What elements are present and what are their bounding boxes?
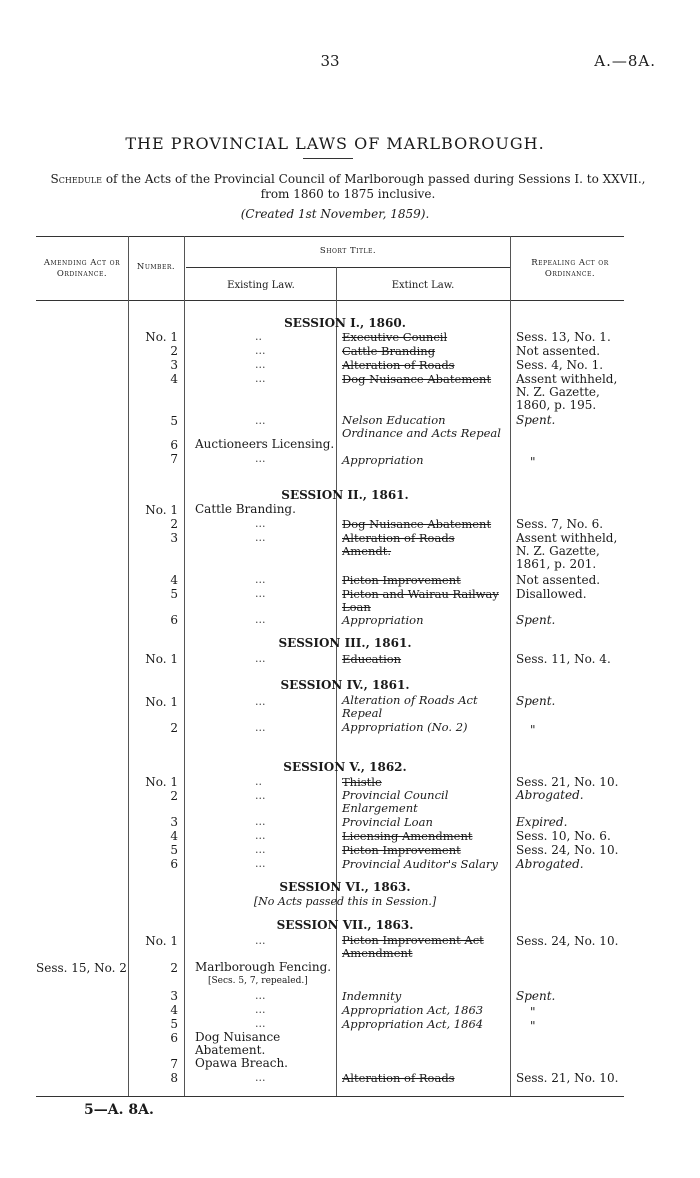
existing-law-header: Existing Law. xyxy=(227,280,295,291)
repealing-act: Spent. xyxy=(516,613,556,627)
extinct-law: Nelson Education Ordinance and Acts Repeal xyxy=(342,413,501,440)
row-number: 4 xyxy=(170,829,178,843)
session-note: [No Acts passed this in Session.] xyxy=(253,895,437,908)
existing-law: Auctioneers Licensing. xyxy=(195,437,335,451)
row-number: No. 1 xyxy=(145,775,178,789)
created-date: (Created 1st November, 1859). xyxy=(240,207,430,221)
row-number: 6 xyxy=(170,857,178,871)
repealing-act: Expired. xyxy=(516,815,568,829)
extinct-law: Education xyxy=(342,652,402,666)
extinct-law: Picton Improvement Act Amendment xyxy=(342,933,484,960)
ditto-dots: ... xyxy=(255,613,266,626)
extinct-law: Licensing Amendment xyxy=(342,829,473,843)
ditto-dots: ... xyxy=(255,1071,266,1084)
extinct-law: Appropriation Act, 1864 xyxy=(342,1017,484,1031)
extinct-law: Cattle Branding xyxy=(342,344,436,358)
row-number: No. 1 xyxy=(145,695,178,709)
row-number: No. 1 xyxy=(145,330,178,344)
ditto-dots: ... xyxy=(255,452,266,465)
page-title: THE PROVINCIAL LAWS OF MARLBOROUGH. xyxy=(125,134,545,153)
extinct-law: Appropriation xyxy=(342,613,424,627)
session-heading: SESSION I., 1860. xyxy=(284,316,406,330)
repealing-header: Repealing Act or Ordinance. xyxy=(531,258,609,279)
short-title-header: Short Title. xyxy=(319,246,377,256)
row-number: 6 xyxy=(170,1031,178,1045)
repealing-act: Spent. xyxy=(516,989,556,1003)
extinct-law: Picton Improvement xyxy=(342,573,461,587)
row-number: 3 xyxy=(170,989,178,1003)
repealing-act: Not assented. xyxy=(516,344,601,358)
footer-signature: 5—A. 8A. xyxy=(84,1102,154,1118)
ditto-dots: ... xyxy=(255,857,266,870)
session-heading: SESSION IV., 1861. xyxy=(280,678,410,692)
repealing-act: Abrogated. xyxy=(516,857,584,871)
title-rule xyxy=(303,158,353,159)
ditto-dots: ... xyxy=(255,843,266,856)
row-number: 3 xyxy=(170,531,178,545)
repealing-act: Sess. 21, No. 10. xyxy=(516,1071,619,1085)
row-number: 2 xyxy=(170,721,178,735)
session-heading: SESSION VII., 1863. xyxy=(276,918,414,932)
repealing-act: Sess. 7, No. 6. xyxy=(516,517,604,531)
session-heading: SESSION VI., 1863. xyxy=(279,880,411,894)
ditto-dots: ... xyxy=(255,587,266,600)
ditto-mark: " xyxy=(530,1005,536,1019)
row-number: 4 xyxy=(170,573,178,587)
session-heading: SESSION II., 1861. xyxy=(281,488,409,502)
schedule-lead: Schedule xyxy=(50,172,102,186)
session-heading: SESSION III., 1861. xyxy=(278,636,412,650)
repealing-act: Assent withheld, N. Z. Gazette, 1861, p. 201. xyxy=(516,531,618,571)
ditto-dots: ... xyxy=(255,721,266,734)
ditto-dots: ... xyxy=(255,934,266,947)
repealing-act: Sess. 11, No. 4. xyxy=(516,652,611,666)
repealing-act: Sess. 24, No. 10. xyxy=(516,843,619,857)
ditto-dots: ... xyxy=(255,829,266,842)
extinct-law: Alteration of Roads Amendt. xyxy=(342,531,455,558)
row-number: 5 xyxy=(170,414,178,428)
ditto-dots: ... xyxy=(255,344,266,357)
extinct-law: Provincial Loan xyxy=(342,815,433,829)
schedule-intro xyxy=(36,172,660,202)
ditto-mark: " xyxy=(530,723,536,737)
row-number: 4 xyxy=(170,372,178,386)
short-title-rule xyxy=(186,267,510,268)
existing-law-note: [Secs. 5, 7, repealed.] xyxy=(208,976,308,986)
ditto-dots: ... xyxy=(255,517,266,530)
row-number: 6 xyxy=(170,438,178,452)
page-number: 33 xyxy=(320,52,340,70)
ditto-dots: ... xyxy=(255,695,266,708)
row-number: 7 xyxy=(170,452,178,466)
row-number: 3 xyxy=(170,815,178,829)
table-bottom-rule xyxy=(36,1096,624,1097)
repealing-act: Abrogated. xyxy=(516,788,584,802)
ditto-dots: ... xyxy=(255,573,266,586)
ditto-dots: ... xyxy=(255,372,266,385)
repealing-act: Sess. 21, No. 10. xyxy=(516,775,619,789)
col-divider-2 xyxy=(184,236,185,1096)
header-bottom-rule xyxy=(36,300,624,301)
col-divider-1 xyxy=(128,236,129,1096)
extinct-law: Thistle xyxy=(342,775,382,789)
row-number: 2 xyxy=(170,344,178,358)
repealing-act: Sess. 10, No. 6. xyxy=(516,829,611,843)
ditto-dots: ... xyxy=(255,815,266,828)
table-top-rule xyxy=(36,236,624,237)
ditto-dots: ... xyxy=(255,531,266,544)
ditto-dots: ... xyxy=(255,1017,266,1030)
amending-header: Amending Act or Ordinance. xyxy=(43,258,121,279)
ditto-mark: " xyxy=(530,1019,536,1033)
existing-law: Dog Nuisance Abatement. xyxy=(195,1030,281,1057)
ditto-dots: ... xyxy=(255,414,266,427)
number-header: Number. xyxy=(136,262,176,272)
extinct-law: Executive Council xyxy=(342,330,448,344)
row-number: 3 xyxy=(170,358,178,372)
document-reference: A.—8A. xyxy=(594,52,656,70)
extinct-law: Alteration of Roads xyxy=(342,1071,455,1085)
extinct-law-header: Extinct Law. xyxy=(391,280,455,291)
row-number: 6 xyxy=(170,613,178,627)
extinct-law: Appropriation Act, 1863 xyxy=(342,1003,484,1017)
ditto-dots: ... xyxy=(255,789,266,802)
ditto-mark: " xyxy=(530,455,536,469)
ditto-dots: ... xyxy=(255,652,266,665)
repealing-act: Disallowed. xyxy=(516,587,587,601)
extinct-law: Indemnity xyxy=(342,989,402,1003)
ditto-dots: .. xyxy=(255,775,262,788)
row-number: No. 1 xyxy=(145,934,178,948)
row-number: 8 xyxy=(170,1071,178,1085)
schedule-text: of the Acts of the Provincial Council of Marlborough passed during Sessions I. to XXVII., from 1860 to 1875 inclusive. xyxy=(105,172,646,201)
existing-law: Cattle Branding. xyxy=(195,502,296,516)
row-number: 7 xyxy=(170,1057,178,1071)
row-number: No. 1 xyxy=(145,503,178,517)
extinct-law: Appropriation xyxy=(342,453,424,467)
existing-law: Marlborough Fencing. xyxy=(195,960,332,974)
extinct-law: Appropriation (No. 2) xyxy=(342,720,468,734)
repealing-act: Not assented. xyxy=(516,573,601,587)
col-divider-4 xyxy=(510,236,511,1096)
row-number: 5 xyxy=(170,843,178,857)
extinct-law: Dog Nuisance Abatement xyxy=(342,372,492,386)
amending-act: Sess. 15, No. 2 xyxy=(36,961,127,975)
extinct-law: Picton and Wairau Railway Loan xyxy=(342,587,499,614)
ditto-dots: ... xyxy=(255,989,266,1002)
repealing-act: Sess. 24, No. 10. xyxy=(516,934,619,948)
repealing-act: Spent. xyxy=(516,413,556,427)
repealing-act: Assent withheld, N. Z. Gazette, 1860, p. 195. xyxy=(516,372,618,412)
row-number: 5 xyxy=(170,587,178,601)
row-number: 4 xyxy=(170,1003,178,1017)
ditto-dots: ... xyxy=(255,1003,266,1016)
extinct-law: Alteration of Roads Act Repeal xyxy=(342,693,478,720)
repealing-act: Spent. xyxy=(516,694,556,708)
row-number: 2 xyxy=(170,789,178,803)
extinct-law: Provincial Council Enlargement xyxy=(342,788,449,815)
row-number: 2 xyxy=(170,517,178,531)
extinct-law: Alteration of Roads xyxy=(342,358,455,372)
extinct-law: Dog Nuisance Abatement xyxy=(342,517,492,531)
existing-law: Opawa Breach. xyxy=(195,1056,288,1070)
ditto-dots: ... xyxy=(255,358,266,371)
row-number: 5 xyxy=(170,1017,178,1031)
ditto-dots: .. xyxy=(255,330,262,343)
extinct-law: Picton Improvement xyxy=(342,843,461,857)
row-number: 2 xyxy=(170,961,178,975)
row-number: No. 1 xyxy=(145,652,178,666)
repealing-act: Sess. 13, No. 1. xyxy=(516,330,611,344)
repealing-act: Sess. 4, No. 1. xyxy=(516,358,604,372)
extinct-law: Provincial Auditor's Salary xyxy=(342,857,498,871)
session-heading: SESSION V., 1862. xyxy=(283,760,407,774)
